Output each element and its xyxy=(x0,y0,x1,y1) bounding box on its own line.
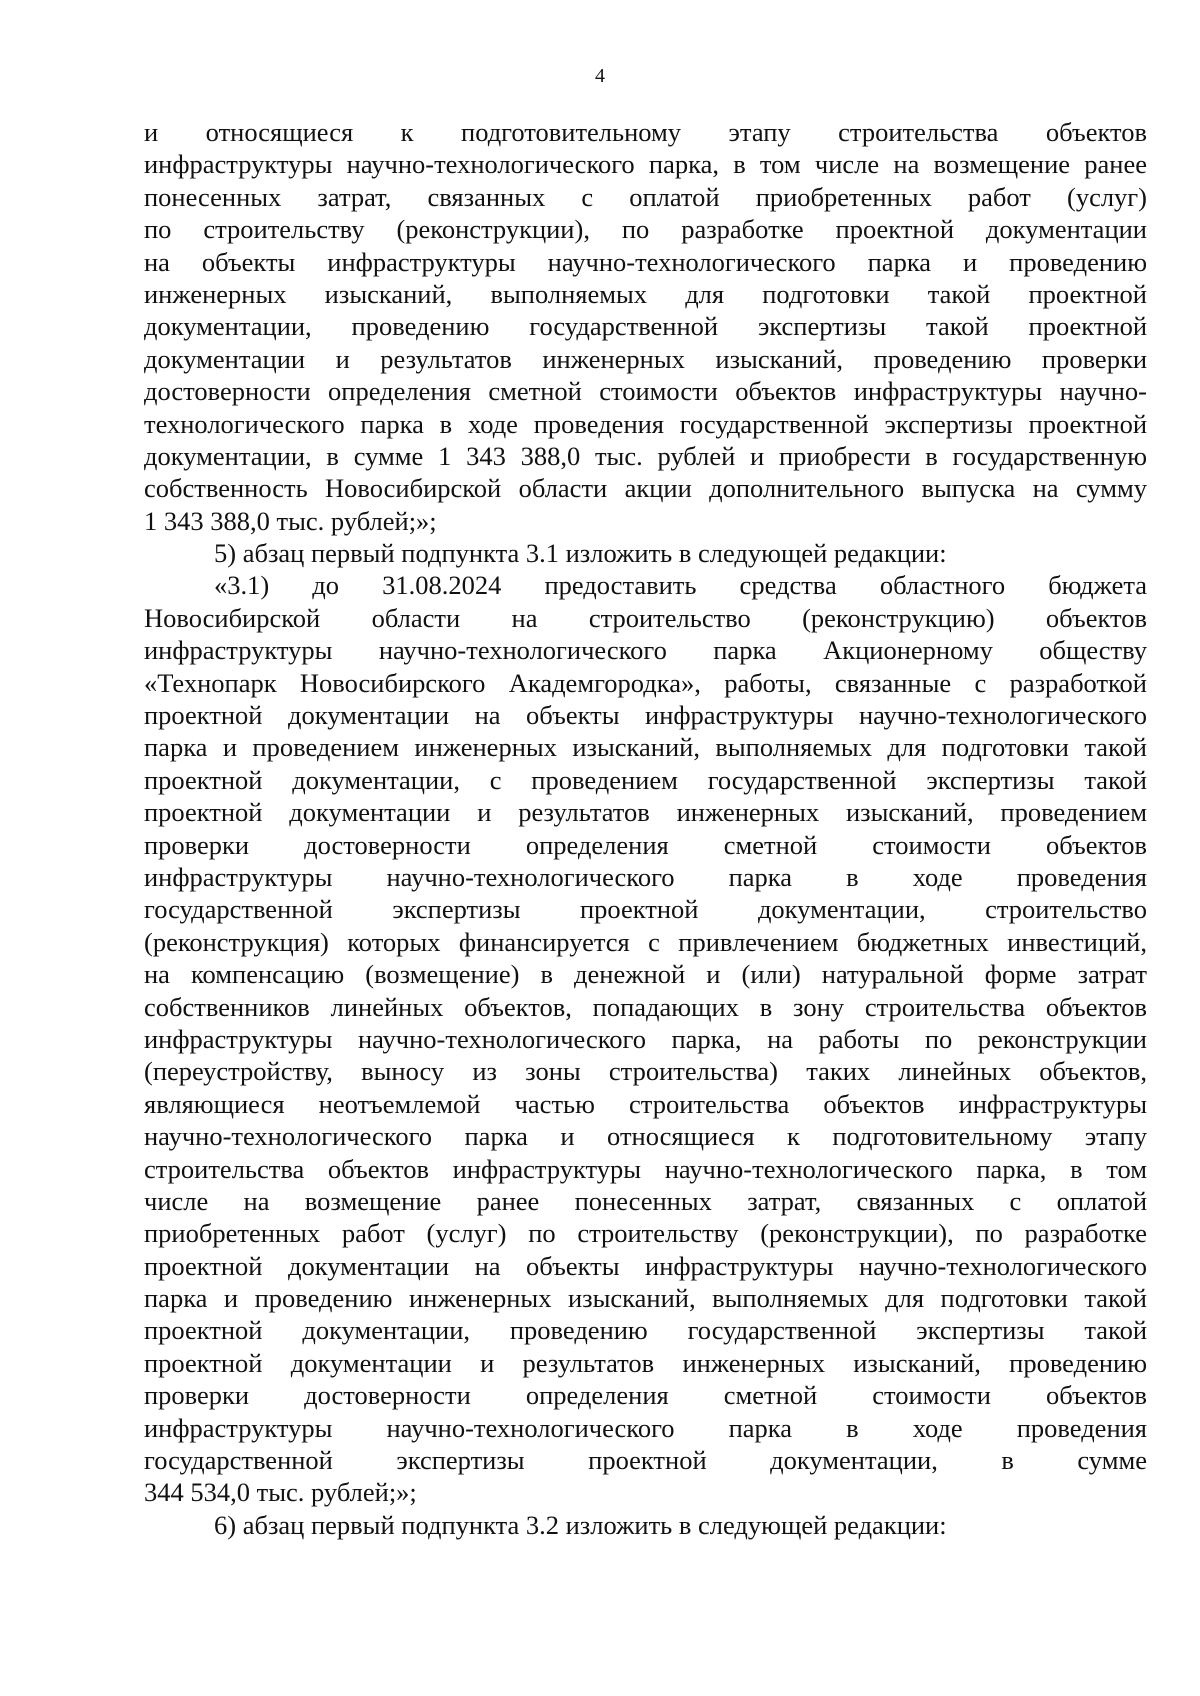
text-line: 344 534,0 тыс. рублей;»; xyxy=(144,1477,417,1508)
text-line: парка и проведению инженерных изысканий, выполняемых для подготовки такой xyxy=(144,1283,1147,1314)
text-line: 5) абзац первый подпункта 3.1 изложить в следующей редакции: xyxy=(214,538,947,569)
text-line: на компенсацию (возмещение) в денежной и (или) натуральной форме затрат xyxy=(144,959,1147,990)
text-line: инфраструктуры научно-технологического парка в ходе проведения xyxy=(144,861,1147,892)
text-line: государственной экспертизы проектной документации, в сумме xyxy=(144,1445,1147,1476)
text-line: числе на возмещение ранее понесенных затрат, связанных с оплатой xyxy=(144,1185,1147,1216)
text-line: собственность Новосибирской области акции дополнительного выпуска на сумму xyxy=(144,473,1147,504)
text-line: Новосибирской области на строительство (реконструкцию) объектов xyxy=(144,602,1147,633)
text-line: парка и проведением инженерных изысканий, выполняемых для подготовки такой xyxy=(144,732,1147,763)
text-line: (реконструкция) которых финансируется с привлечением бюджетных инвестиций, xyxy=(144,926,1147,957)
text-line: инфраструктуры научно-технологического парка Акционерному обществу xyxy=(144,635,1147,666)
text-line: и относящиеся к подготовительному этапу строительства объектов xyxy=(144,117,1147,147)
text-line: понесенных затрат, связанных с оплатой приобретенных работ (услуг) xyxy=(144,181,1147,212)
text-line: проектной документации на объекты инфраструктуры научно-технологического xyxy=(144,1250,1147,1281)
text-line: инфраструктуры научно-технологического парка в ходе проведения xyxy=(144,1412,1147,1443)
text-line: инженерных изысканий, выполняемых для подготовки такой проектной xyxy=(144,278,1147,309)
text-line: документации, в сумме 1 343 388,0 тыс. рублей и приобрести в государственную xyxy=(144,440,1147,471)
text-line: проверки достоверности определения сметной стоимости объектов xyxy=(144,829,1147,860)
text-line: «3.1) до 31.08.2024 предоставить средства областного бюджета xyxy=(214,570,1147,601)
text-line: инфраструктуры научно-технологического парка, на работы по реконструкции xyxy=(144,1023,1147,1054)
text-line: государственной экспертизы проектной документации, строительство xyxy=(144,894,1147,925)
text-line: проектной документации, проведению государственной экспертизы такой xyxy=(144,1315,1147,1346)
text-line: являющиеся неотъемлемой частью строительства объектов инфраструктуры xyxy=(144,1088,1147,1119)
text-line: на объекты инфраструктуры научно-технологического парка и проведению xyxy=(144,246,1147,277)
text-line: проверки достоверности определения сметной стоимости объектов xyxy=(144,1380,1147,1411)
text-line: инфраструктуры научно-технологического парка, в том числе на возмещение ранее xyxy=(144,149,1147,180)
text-line: проектной документации, с проведением государственной экспертизы такой xyxy=(144,764,1147,795)
text-line: (переустройству, выносу из зоны строительства) таких линейных объектов, xyxy=(144,1056,1147,1087)
text-line: приобретенных работ (услуг) по строительству (реконструкции), по разработке xyxy=(144,1218,1147,1249)
document-body xyxy=(144,116,1147,1541)
page-number: 4 xyxy=(595,65,605,87)
text-line: документации, проведению государственной экспертизы такой проектной xyxy=(144,311,1147,342)
text-line: 6) абзац первый подпункта 3.2 изложить в следующей редакции: xyxy=(214,1509,947,1540)
text-line: технологического парка в ходе проведения государственной экспертизы проектной xyxy=(144,408,1147,439)
text-line: достоверности определения сметной стоимости объектов инфраструктуры научно- xyxy=(144,376,1147,407)
text-line: по строительству (реконструкции), по разработке проектной документации xyxy=(144,214,1147,245)
text-line: проектной документации на объекты инфраструктуры научно-технологического xyxy=(144,700,1147,731)
text-line: научно-технологического парка и относящиеся к подготовительному этапу xyxy=(144,1121,1147,1152)
text-line: «Технопарк Новосибирского Академгородка», работы, связанные с разработкой xyxy=(144,667,1147,698)
text-line: документации и результатов инженерных изысканий, проведению проверки xyxy=(144,343,1147,374)
text-line: 1 343 388,0 тыс. рублей;»; xyxy=(144,505,437,536)
text-line: проектной документации и результатов инженерных изысканий, проведением xyxy=(144,797,1147,828)
text-line: строительства объектов инфраструктуры научно-технологического парка, в том xyxy=(144,1153,1147,1184)
text-line: проектной документации и результатов инженерных изысканий, проведению xyxy=(144,1347,1147,1378)
text-line: собственников линейных объектов, попадающих в зону строительства объектов xyxy=(144,991,1147,1022)
